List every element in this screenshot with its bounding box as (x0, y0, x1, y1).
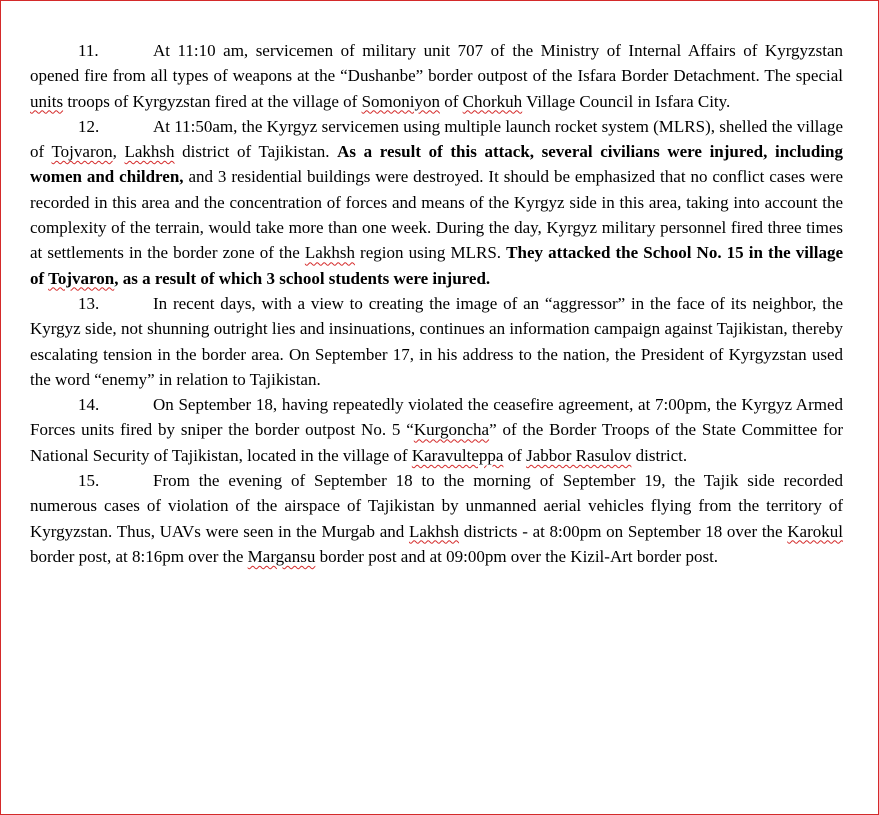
paragraph-text: troops of Kyrgyzstan fired at the village of (63, 91, 362, 111)
paragraph-text: district of Tajikistan. (174, 142, 338, 162)
paragraph (30, 468, 843, 569)
paragraph-text: From the evening of September 18 to the morning of September 19, the Tajik side recorded numerous cases of violation of the airspace of Tajikistan by unmanned aerial vehicles flying from the territory of Kyrgyzstan. Thus, UAVs were seen in the Murgab and (30, 471, 843, 541)
spellcheck-flagged-word: Tojvaron (48, 268, 115, 288)
paragraph-text: district. (631, 445, 688, 465)
paragraph-number: 15. (78, 471, 100, 491)
paragraph-text: border post, at 8:16pm over the (30, 546, 248, 566)
paragraph-number: 11. (78, 41, 99, 60)
paragraph-text: of (503, 445, 527, 465)
bold-text: , as a result of which 3 school students were injured. (114, 268, 491, 288)
paragraph (30, 291, 843, 392)
paragraph-text: and 3 residential buildings were destroyed. It should be emphasized that no conflict cases were recorded in this area and the concentration of forces and means of the Kyrgyz side in this area, taking into account the complexity of the terrain, would take more than one week. During the day, Kyrgyz military personnel fired three times at settlements in the border zone of the (30, 167, 843, 263)
paragraph-text: At 11:50am, the Kyrgyz servicemen using multiple launch rocket system (MLRS), shelled the village of (30, 116, 843, 162)
spellcheck-flagged-word: Lakhsh (408, 521, 460, 541)
spellcheck-flagged-word: Karavulteppa (411, 445, 504, 465)
spellcheck-flagged-word: Margansu (247, 546, 316, 566)
paragraph-text: At 11:10 am, servicemen of military unit 707 of the Ministry of Internal Affairs of Kyrgyzstan opened fire from all types of weapons at the “Dushanbe” border outpost of the Isfara Border Detachment. The special (30, 41, 843, 86)
bold-text: As a result of this attack, several civilians were injured, including women and children, (30, 142, 844, 187)
paragraph-text: On September 18, having repeatedly violated the ceasefire agreement, at 7:00pm, the Kyrgyz Armed Forces units fired by sniper the border outpost No. 5 “ (30, 395, 843, 440)
spellcheck-flagged-word: Somoniyon (361, 91, 440, 111)
spellcheck-flagged-word: Lakhsh (124, 142, 175, 162)
paragraph-text: border post and at 09:00pm over the Kizil-Art border post. (315, 546, 719, 566)
spellcheck-flagged-word: Lakhsh (304, 243, 355, 263)
paragraph-number: 12. (78, 116, 100, 136)
paragraph-number: 13. (78, 293, 100, 313)
paragraph (30, 38, 843, 114)
document-body (30, 38, 843, 569)
spellcheck-flagged-word: Kurgoncha (413, 420, 490, 440)
spellcheck-flagged-word: Tojvaron (51, 142, 113, 162)
spellcheck-flagged-word: units (30, 91, 64, 111)
paragraph-text: ” of the Border Troops of the State Committee for National Security of Tajikistan, located in the village of (30, 420, 843, 465)
paragraph-text: In recent days, with a view to creating the image of an “aggressor” in the face of its neighbor, the Kyrgyz side, not shunning outright lies and insinuations, continues an information campaign against Tajikistan, thereby escalating tension in the border area. On September 17, in his address to the nation, the President of Kyrgyzstan used the word “enemy” in relation to Tajikistan. (30, 293, 843, 389)
spellcheck-flagged-word: Karokul (787, 521, 843, 541)
spellcheck-flagged-word: Jabbor Rasulov (526, 445, 632, 465)
spellcheck-flagged-word: Chorkuh (462, 91, 523, 111)
paragraph-text: Village Council in Isfara City. (522, 91, 731, 111)
paragraph-text: , (112, 142, 125, 162)
paragraph-text: districts - at 8:00pm on September 18 over the (459, 521, 788, 541)
paragraph-text: of (440, 91, 463, 111)
bold-text: They attacked the School No. 15 in the village of (30, 243, 843, 288)
paragraph-number: 14. (78, 395, 100, 415)
paragraph (30, 392, 843, 468)
paragraph-text: region using MLRS. (354, 243, 507, 263)
paragraph (30, 114, 843, 291)
